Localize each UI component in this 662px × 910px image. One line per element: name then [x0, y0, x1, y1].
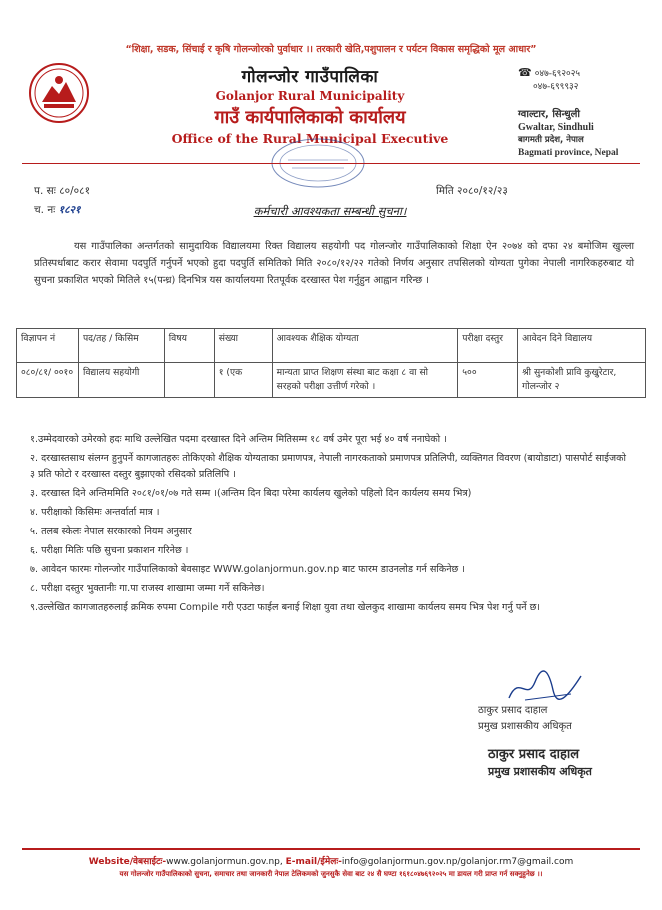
reference-number — [34, 184, 90, 198]
phone-2: ०४७-६९९९३२ — [533, 82, 579, 92]
date-value: २०८०/१२/२३ — [457, 185, 508, 197]
footer-divider — [22, 848, 640, 850]
note-item: २. दरखास्तसाथ संलग्न हुनुपर्ने कागजातहरुः तोकिएको शैक्षिक योग्यताका प्रमाणपत्र, नेपाली नागरकताको प्रमाणपत्र प्रतिलिपी, व्यक्तिगत विवरण (बायोडाटा) पासपोर्ट साईजको ३ प्रति फोटो र दरखास्त दस्तुर बुझाएको रसिदको प्रतिलिपि । — [30, 453, 626, 480]
note-item: ५. तलब स्केलः नेपाल सरकारको नियम अनुसार — [30, 526, 192, 537]
signatory-name: ठाकुर प्रसाद दाहाल — [478, 705, 548, 716]
address-np: ग्वाल्टार, सिन्धुली — [518, 109, 580, 120]
dispatch-number — [34, 203, 80, 217]
cell-count: १ (एक — [214, 363, 272, 398]
letter-subject: कर्मचारी आवश्यकता सम्बन्धी सुचना। — [253, 204, 407, 218]
vacancy-table — [16, 328, 646, 398]
cell-ad-number: ०८०/८१/ ००१० — [17, 363, 79, 398]
province-np: बागमती प्रदेश, नेपाल — [518, 135, 584, 145]
stamp-name: ठाकुर प्रसाद दाहाल — [488, 747, 580, 762]
header-divider — [22, 163, 640, 164]
cell-fee: ५०० — [458, 363, 518, 398]
table-header: पद/तह / किसिम — [78, 329, 164, 363]
cell-school: श्री सुनकोशी प्रावि कुखुरेटार, गोलन्जोर २ — [518, 363, 646, 398]
email-link[interactable]: info@golanjormun.gov.np/golanjor.rm7@gmail.com — [341, 857, 574, 867]
table-header: विषय — [164, 329, 214, 363]
email-label: E-mail/ईमेलः- — [285, 857, 342, 867]
municipality-name-np: गोलन्जोर गाउँपालिका — [241, 67, 379, 87]
office-heading — [150, 64, 470, 146]
phone-line-2 — [518, 81, 638, 94]
table-header: आवश्यक शैक्षिक योग्यता — [272, 329, 458, 363]
note-item: ७. आवेदन फारमः गोलन्जोर गाउँपालिकाको बेवसाइट WWW.golanjormun.gov.np बाट फारम डाउनलोड गर्न सकिनेछ । — [30, 564, 465, 575]
note-item: ८. परीक्षा दस्तुर भुक्तानीः गा.पा राजस्व शाखामा जम्मा गर्ने सकिनेछ। — [30, 583, 265, 594]
header-motto: “शिक्षा, सडक, सिंचाई र कृषि गोलन्जोरको पुर्वाधार ।। तरकारी खेति,पशुपालन र पर्यटन विकास समृद्धिको मूल आधार” — [125, 44, 537, 55]
date-label: मिति — [436, 185, 454, 197]
municipality-name-en: Golanjor Rural Municipality — [215, 89, 405, 103]
footer-contacts — [22, 854, 640, 867]
address-en: Gwaltar, Sindhuli — [518, 122, 594, 133]
signatory-title: प्रमुख प्रशासकीय अधिकृत — [478, 721, 572, 732]
table-row — [17, 363, 646, 398]
table-header: परीक्षा दस्तुर — [458, 329, 518, 363]
table-header: संख्या — [214, 329, 272, 363]
emblem-icon — [28, 62, 90, 124]
website-link[interactable]: www.golanjormun.gov.np, — [166, 857, 283, 867]
cell-subject — [164, 363, 214, 398]
letter-body: यस गाउँपालिका अन्तर्गतको सामुदायिक विद्यालयमा रिक्त विद्यालय सहयोगी पद गोलन्जोर गाउँपालिकाको शिक्षा ऐन २०७४ को दफा २४ बमोजिम खुल्ला प्रतिस्पर्धाबाट करार सेवामा पदपुर्ति गर्नुपर्ने भएको हुदा पदपुर्ति समितिको मिति २०८०/१२/२२ गतेको निर्णय अनुसार तपसिलको योग्यता पुगेका नेपाली नागरिकहरुबाट यो सुचना प्रकाशित भएको मितिले १५(पन्ध्र) दिनभित्र यस कार्यालयमा रितपूर्वक दरखास्त पेश गर्नुहुन आह्वान गरिन्छ । — [34, 241, 634, 286]
cell-post: विद्यालय सहयोगी — [78, 363, 164, 398]
note-item: १.उम्मेदवारको उमेरको हदः माथि उल्लेखित पदमा दरखास्त दिने अन्तिम मितिसम्म १८ वर्ष उमेर पूरा भई ४० वर्ष ननाघेको । — [30, 434, 447, 445]
dispatch-value: १८२१ — [58, 204, 81, 216]
dispatch-label: च. नः — [34, 204, 56, 216]
note-item: ४. परीक्षाको किसिमः अन्तर्वार्ता मात्र । — [30, 507, 160, 518]
table-header: विज्ञापन नं — [17, 329, 79, 363]
office-name-np: गाउँ कार्यपालिकाको कार्यालय — [214, 107, 406, 128]
notes-list — [30, 432, 634, 619]
phone-1: ०४७-६९२०२५ — [534, 69, 581, 79]
handwritten-signature — [505, 668, 585, 704]
table-header: आवेदन दिने विद्यालय — [518, 329, 646, 363]
phone-icon: ☎ — [518, 66, 532, 79]
stamp-title: प्रमुख प्रशासकीय अधिकृत — [488, 765, 592, 778]
province-en: Bagmati province, Nepal — [518, 148, 619, 158]
ref-label: प. सः — [34, 185, 56, 197]
office-name-en: Office of the Rural Municipal Executive — [171, 131, 449, 146]
contact-block — [518, 66, 638, 160]
ref-value: ८०/०८१ — [59, 185, 91, 197]
table-header-row — [17, 329, 646, 363]
letter-date — [436, 184, 508, 198]
cell-qualification: मान्यता प्राप्त शिक्षण संस्था बाट कक्षा ८ वा सो सरहको परीक्षा उत्तीर्ण गरेको । — [272, 363, 458, 398]
footer-note: यस गोलन्जोर गाउँपालिकाको सुचना, समाचार तथा जानकारी नेपाल टेलिकमको जुनसुकै सेवा बाट २४ सै घण्टा १६१८०४७६९२०२५ मा डायल गरी प्राप्त गर्न सक्नुहुनेछ ।। — [119, 870, 543, 878]
phone-line-1 — [518, 66, 638, 81]
website-label: Website/वेबसाईटः- — [88, 857, 167, 867]
note-item: ६. परीक्षा मितिः पछि सुचना प्रकाशन गरिनेछ । — [30, 545, 189, 556]
note-item: ९.उल्लेखित कागजातहरुलाई क्रमिक रुपमा Compile गरी एउटा फाईल बनाई शिक्षा युवा तथा खेलकुद शाखामा कार्यलय समय भित्र पेश गर्नु पर्ने छ। — [30, 602, 541, 613]
note-item: ३. दरखास्त दिने अन्तिममिति २०८१/०१/०७ गते सम्म ।(अन्तिम दिन बिदा परेमा कार्यलय खुलेको पहिलो दिन कार्यलय समय भित्र) — [30, 488, 472, 499]
